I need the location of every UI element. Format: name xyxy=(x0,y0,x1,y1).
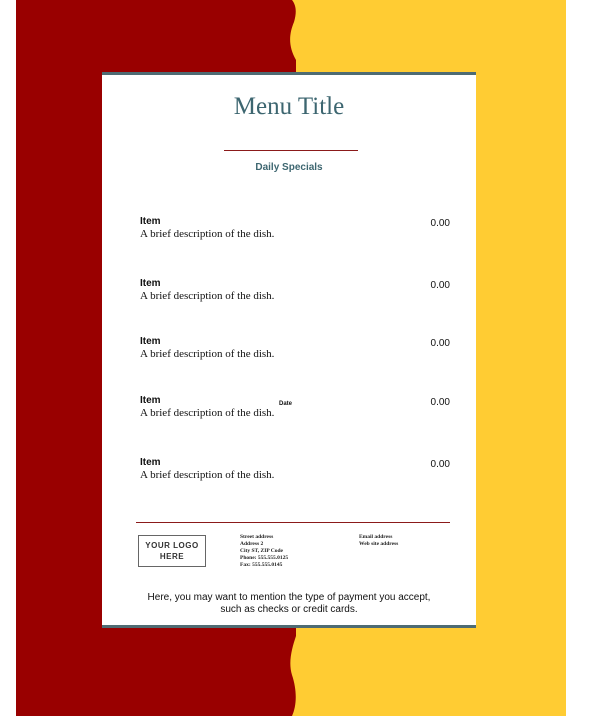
menu-item xyxy=(140,457,450,482)
menu-item xyxy=(140,278,450,303)
item-name: Item xyxy=(140,216,161,227)
payment-note xyxy=(132,592,446,616)
item-description: A brief description of the dish. xyxy=(140,348,275,360)
item-price: 0.00 xyxy=(430,338,450,349)
item-description: A brief description of the dish. xyxy=(140,228,275,240)
date-label: Date xyxy=(279,401,293,407)
item-description: A brief description of the dish. xyxy=(140,290,275,302)
item-description: A brief description of the dish. xyxy=(140,469,275,481)
menu-title: Menu Title xyxy=(233,93,345,120)
item-name: Item xyxy=(140,336,161,347)
item-name: Item xyxy=(140,395,161,406)
payment-note-line: Here, you may want to mention the type of payment you accept, xyxy=(147,592,431,603)
menu-item xyxy=(140,216,450,241)
logo-text-line: YOUR LOGO xyxy=(145,541,199,550)
payment-note-line: such as checks or credit cards. xyxy=(220,604,358,615)
address-line: City ST, ZIP Code xyxy=(240,548,283,554)
address-block xyxy=(240,534,288,569)
contact-block xyxy=(359,534,398,548)
item-name: Item xyxy=(140,457,161,468)
item-price: 0.00 xyxy=(430,280,450,291)
address-line: Street address xyxy=(240,534,274,540)
menu-item xyxy=(140,395,450,420)
item-description: A brief description of the dish. xyxy=(140,407,275,419)
address-line: Address 2 xyxy=(240,541,264,547)
menu-item xyxy=(140,336,450,361)
item-price: 0.00 xyxy=(430,397,450,408)
title-divider xyxy=(224,150,358,151)
email-line: Email address xyxy=(359,534,393,540)
footer-divider xyxy=(136,522,450,523)
website-line: Web site address xyxy=(359,541,399,547)
phone-line: Phone: 555.555.0125 xyxy=(240,555,289,561)
logo-text-line: HERE xyxy=(159,552,185,561)
fax-line: Fax: 555.555.0145 xyxy=(240,562,283,568)
item-price: 0.00 xyxy=(430,218,450,229)
logo-placeholder xyxy=(138,535,206,567)
item-name: Item xyxy=(140,278,161,289)
menu-card xyxy=(102,72,476,628)
menu-subtitle: Daily Specials xyxy=(255,162,323,173)
item-price: 0.00 xyxy=(430,459,450,470)
